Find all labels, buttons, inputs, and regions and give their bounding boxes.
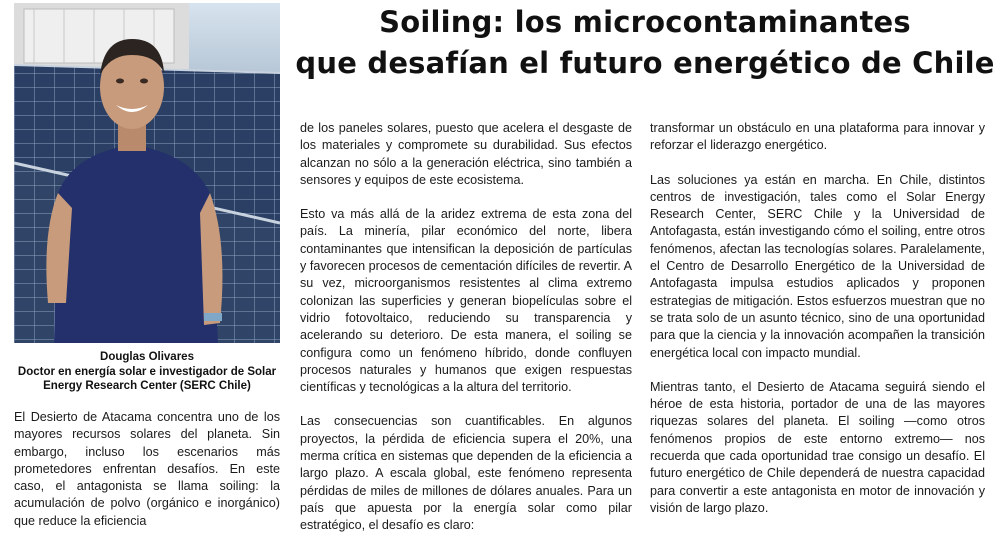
paragraph: transformar un obstáculo en una plataforma para innovar y reforzar el liderazgo energético. — [650, 121, 985, 153]
caption-role-line-2: Energy Research Center (SERC Chile) — [43, 380, 251, 392]
caption-name: Douglas Olivares — [100, 351, 194, 363]
article-column-2 — [300, 120, 632, 552]
title-line-1: Soiling: los microcontaminantes — [379, 5, 911, 39]
paragraph: de los paneles solares, puesto que acelera el desgaste de los materiales y compromete su durabilidad. Sus efectos alcanzan no sólo a la generación eléctrica, sino también a sensores y equipos de este ecosistema. — [300, 121, 632, 187]
article-column-3 — [650, 120, 985, 534]
caption-role-line-1: Doctor en energía solar e investigador de Solar — [17, 365, 277, 378]
article-column-1 — [14, 409, 280, 547]
photo-caption — [14, 350, 280, 394]
article-title — [290, 2, 1000, 84]
paragraph: Esto va más allá de la aridez extrema de esta zona del país. La minería, pilar económico del norte, libera contaminantes que intensifican la deposición de partículas y favorecen procesos de cementación difíciles de revertir. A su vez, microorganismos resistentes al clima extremo colonizan las superficies y generan biopelículas sobre el vidrio fotovoltaico, reduciendo su transparencia y acelerando su deterioro. De esta manera, el soiling se configura como un fenómeno híbrido, donde confluyen procesos naturales y humanos que exigen respuestas científicas y tecnológicas a la altura del territorio. — [300, 207, 632, 395]
paragraph: Mientras tanto, el Desierto de Atacama seguirá siendo el héroe de esta historia, portador de una de las mayores riquezas solares del planeta. El soiling —como otros fenómenos propios de este entorno extremo— nos recuerda que cada oportunidad trae consigo un desafío. El futuro energético de Chile dependerá de nuestra capacidad para convertir a este antagonista en motor de innovación y visión de largo plazo. — [650, 379, 985, 515]
paragraph: El Desierto de Atacama concentra uno de los mayores recursos solares del planeta. Sin embargo, incluso los escenarios más prometedores enfrentan desafíos. En este caso, el antagonista se llama soiling: la acumulación de polvo (orgánico e inorgánico) que reduce la eficiencia — [14, 410, 280, 528]
paragraph: Las consecuencias son cuantificables. En algunos proyectos, la pérdida de eficiencia supera el 20%, una merma crítica en sistemas que dependen de la eficiencia a largo plazo. A escala global, este fenómeno representa pérdidas de miles de millones de dólares anuales. Para un país que apuesta por la energía solar como pilar estratégico, el desafío es claro: — [300, 414, 632, 533]
title-line-2: que desafían el futuro energético de Chile — [295, 46, 995, 80]
paragraph: Las soluciones ya están en marcha. En Chile, distintos centros de investigación, tales como el Solar Energy Research Center, SERC Chile y la Universidad de Antofagasta, están investigando cómo el soiling, entre otros fenómenos, afectan las tecnologías solares. Paralelamente, el Centro de Desarrollo Energético de la Universidad de Antofagasta impulsa estudios aplicados y proponen estrategias de mitigación. Estos esfuerzos muestran que no se trata solo de un asunto técnico, sino de una oportunidad para que la ciencia y la innovación acompañen la transición energética local con impacto mundial. — [650, 172, 985, 360]
portrait-illustration — [14, 3, 280, 343]
portrait-photo — [14, 3, 280, 343]
